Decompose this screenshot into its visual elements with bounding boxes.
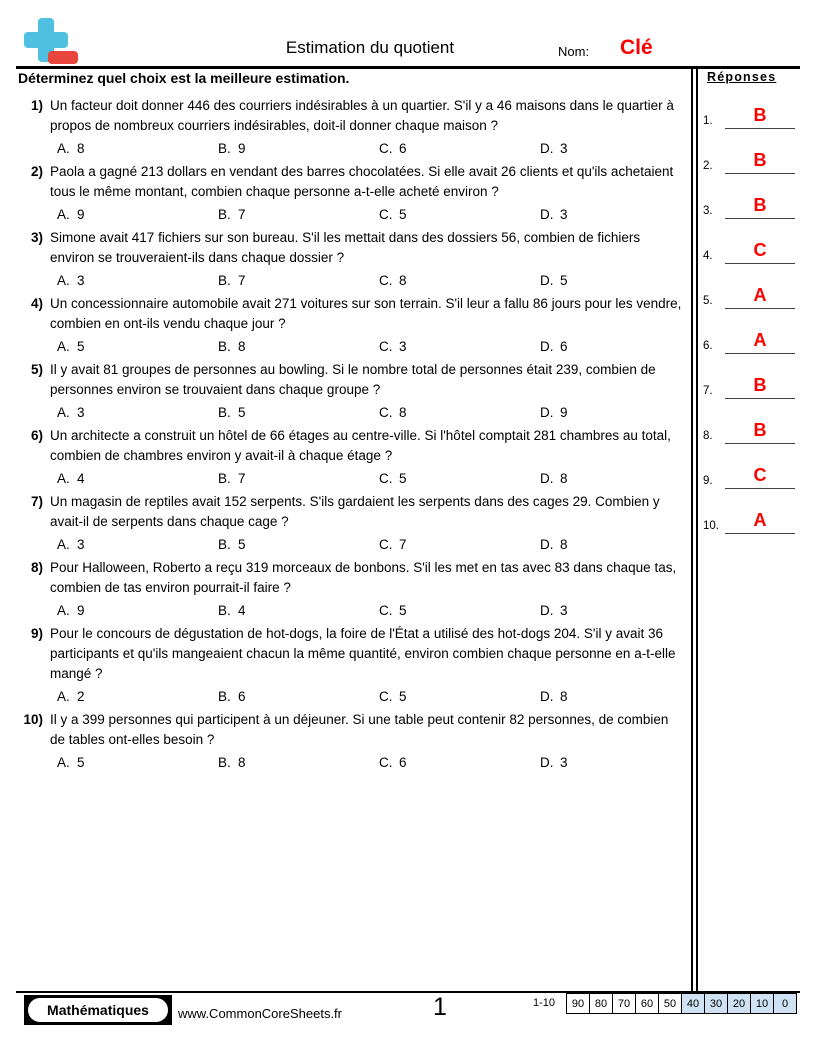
choices-row [57, 205, 686, 225]
choice-letter: B. [218, 141, 231, 156]
question-item [18, 710, 686, 773]
choice-value: 8 [399, 273, 407, 288]
answer-blank-line[interactable] [725, 104, 795, 129]
answer-blank-line[interactable] [725, 194, 795, 219]
answer-choice[interactable] [57, 403, 218, 423]
answer-choice[interactable] [379, 205, 540, 225]
question-body [18, 294, 686, 334]
choice-value: 5 [399, 689, 407, 704]
choice-value: 8 [560, 471, 568, 486]
scale-cell: 80 [590, 994, 613, 1013]
choice-value: 2 [77, 689, 85, 704]
plus-horizontal-bar [24, 32, 68, 48]
question-body [18, 228, 686, 268]
answer-choice[interactable] [57, 469, 218, 489]
answers-panel [703, 66, 803, 534]
brand-label: Mathématiques [47, 1002, 149, 1018]
question-text: Pour le concours de dégustation de hot-dogs, la foire de l'État a utilisé des hot-dogs 204. S'il y avait 36 participants et qu'ils mangeaient chacun la même quantité, environ combien chaque personne en a-t-elle mangé ? [50, 626, 676, 681]
question-item [18, 492, 686, 555]
choice-letter: A. [57, 689, 70, 704]
answer-choice[interactable] [218, 337, 379, 357]
questions-list [18, 96, 686, 776]
answer-row-number: 10. [703, 520, 719, 532]
choice-value: 8 [560, 689, 568, 704]
answer-row [703, 174, 803, 219]
site-url: www.CommonCoreSheets.fr [178, 1006, 342, 1021]
choice-letter: A. [57, 405, 70, 420]
answer-choice[interactable] [379, 535, 540, 555]
scale-cell: 20 [728, 994, 751, 1013]
answer-blank-line[interactable] [725, 464, 795, 489]
question-text: Paola a gagné 213 dollars en vendant des barres chocolatées. Si elle avait 26 clients et qu'ils achetaient tous le même montant, combien chaque personne a-t-elle acheté environ ? [50, 164, 674, 199]
choice-letter: A. [57, 537, 70, 552]
answer-row-number: 9. [703, 475, 713, 487]
question-body [18, 96, 686, 136]
choice-letter: D. [540, 207, 554, 222]
choice-letter: D. [540, 339, 554, 354]
choices-row [57, 271, 686, 291]
choice-letter: B. [218, 207, 231, 222]
scale-cell: 30 [705, 994, 728, 1013]
choice-letter: A. [57, 339, 70, 354]
choice-value: 9 [77, 207, 85, 222]
answer-choice[interactable] [540, 403, 701, 423]
answer-choice[interactable] [540, 687, 701, 707]
choice-letter: D. [540, 471, 554, 486]
question-number: 2) [30, 164, 43, 179]
choice-value: 7 [238, 273, 246, 288]
answer-row [703, 219, 803, 264]
choice-letter: B. [218, 603, 231, 618]
choice-value: 8 [238, 339, 246, 354]
answer-choice[interactable] [218, 469, 379, 489]
choice-value: 7 [238, 471, 246, 486]
answer-row-number: 1. [703, 115, 713, 127]
answer-choice[interactable] [379, 139, 540, 159]
answer-blank-line[interactable] [725, 239, 795, 264]
answer-row-number: 2. [703, 160, 713, 172]
answer-choice[interactable] [57, 687, 218, 707]
choice-value: 6 [399, 755, 407, 770]
choice-letter: B. [218, 537, 231, 552]
answer-choice[interactable] [57, 139, 218, 159]
question-number: 6) [30, 428, 43, 443]
answer-value: A [753, 330, 767, 350]
answer-value: A [753, 510, 767, 530]
choice-value: 3 [560, 207, 568, 222]
choice-value: 5 [238, 537, 246, 552]
question-text: Un facteur doit donner 446 des courriers indésirables à un quartier. S'il y a 46 maisons dans le quartier à propos de nombreux courriers indésirables, doit-il donner chaque maison ? [50, 98, 674, 133]
choice-letter: D. [540, 273, 554, 288]
choice-letter: C. [379, 603, 393, 618]
choice-letter: A. [57, 603, 70, 618]
question-item [18, 624, 686, 707]
choice-value: 8 [560, 537, 568, 552]
choice-value: 3 [77, 273, 85, 288]
name-label: Nom: [558, 44, 590, 59]
answer-value: B [753, 420, 767, 440]
instruction-text: Déterminez quel choix est la meilleure estimation. [18, 70, 350, 86]
choice-letter: D. [540, 537, 554, 552]
question-number: 1) [30, 98, 43, 113]
answer-row [703, 84, 803, 129]
answer-choice[interactable] [379, 687, 540, 707]
brand-badge [24, 995, 172, 1025]
answer-choice[interactable] [218, 687, 379, 707]
answer-choice[interactable] [218, 403, 379, 423]
answer-row-number: 5. [703, 295, 713, 307]
answer-blank-line[interactable] [725, 509, 795, 534]
answer-blank-line[interactable] [725, 149, 795, 174]
answer-choice[interactable] [218, 753, 379, 773]
choice-value: 3 [77, 537, 85, 552]
choice-letter: A. [57, 273, 70, 288]
choice-value: 6 [238, 689, 246, 704]
answer-choice[interactable] [379, 337, 540, 357]
answer-choice[interactable] [218, 535, 379, 555]
choice-letter: C. [379, 405, 393, 420]
choice-letter: A. [57, 141, 70, 156]
answer-choice[interactable] [379, 601, 540, 621]
answer-choice[interactable] [379, 403, 540, 423]
scale-cell: 50 [659, 994, 682, 1013]
name-value: Clé [620, 36, 653, 59]
page-number: 1 [433, 993, 447, 1021]
plus-minus-icon [16, 18, 88, 68]
choice-value: 5 [238, 405, 246, 420]
question-text: Il y avait 81 groupes de personnes au bowling. Si le nombre total de personnes était 239, combien de personnes environ se trouvaient dans chaque groupe ? [50, 362, 656, 397]
scale-cell: 90 [567, 994, 590, 1013]
question-number: 4) [30, 296, 43, 311]
choice-letter: D. [540, 755, 554, 770]
choice-letter: C. [379, 207, 393, 222]
choice-value: 7 [238, 207, 246, 222]
choice-letter: D. [540, 405, 554, 420]
choice-value: 3 [560, 755, 568, 770]
choice-letter: B. [218, 471, 231, 486]
answer-choice[interactable] [218, 139, 379, 159]
answers-rows [703, 84, 803, 534]
answer-row-number: 6. [703, 340, 713, 352]
score-scale [566, 993, 797, 1014]
choice-letter: B. [218, 273, 231, 288]
choice-value: 8 [399, 405, 407, 420]
answer-value: B [753, 150, 767, 170]
question-text: Il y a 399 personnes qui participent à un déjeuner. Si une table peut contenir 82 personnes, de combien de tables ont-elles besoin ? [50, 712, 669, 747]
choice-value: 9 [560, 405, 568, 420]
choice-letter: B. [218, 405, 231, 420]
answer-blank-line[interactable] [725, 419, 795, 444]
answer-choice[interactable] [540, 535, 701, 555]
answer-choice[interactable] [218, 271, 379, 291]
answer-choice[interactable] [540, 601, 701, 621]
answer-choice[interactable] [540, 469, 701, 489]
choice-letter: C. [379, 141, 393, 156]
question-item [18, 294, 686, 357]
question-number: 5) [30, 362, 43, 377]
choice-value: 3 [77, 405, 85, 420]
scale-cell: 0 [774, 994, 796, 1013]
choice-letter: A. [57, 207, 70, 222]
question-text: Un magasin de reptiles avait 152 serpents. S'ils gardaient les serpents dans des cages 29. Combien y avait-il de serpents dans chaque cage ? [50, 494, 660, 529]
choices-row [57, 403, 686, 423]
brand-pill [28, 998, 168, 1022]
choice-value: 5 [399, 207, 407, 222]
answer-choice[interactable] [379, 271, 540, 291]
choice-value: 4 [238, 603, 246, 618]
answer-value: C [753, 465, 767, 485]
answer-value: B [753, 375, 767, 395]
answer-blank-line[interactable] [725, 374, 795, 399]
question-body [18, 558, 686, 598]
question-item [18, 360, 686, 423]
question-number: 3) [30, 230, 43, 245]
question-body [18, 710, 686, 750]
answer-value: A [753, 285, 767, 305]
choice-letter: D. [540, 141, 554, 156]
answer-row [703, 309, 803, 354]
question-number: 10) [23, 712, 43, 727]
answer-blank-line[interactable] [725, 284, 795, 309]
question-item [18, 228, 686, 291]
choices-row [57, 687, 686, 707]
question-item [18, 426, 686, 489]
choices-row [57, 601, 686, 621]
answer-blank-line[interactable] [725, 329, 795, 354]
choice-letter: B. [218, 755, 231, 770]
choice-value: 7 [399, 537, 407, 552]
answer-value: B [753, 105, 767, 125]
choice-letter: C. [379, 537, 393, 552]
answer-row [703, 489, 803, 534]
choice-value: 6 [560, 339, 568, 354]
page-footer [0, 993, 816, 1056]
choice-value: 8 [238, 755, 246, 770]
choice-letter: D. [540, 603, 554, 618]
answer-choice[interactable] [57, 601, 218, 621]
answer-choice[interactable] [379, 753, 540, 773]
question-body [18, 162, 686, 202]
answer-choice[interactable] [57, 753, 218, 773]
page-header [0, 0, 816, 68]
choice-value: 8 [77, 141, 85, 156]
minus-bar [48, 51, 78, 64]
scale-cell: 70 [613, 994, 636, 1013]
question-number: 7) [30, 494, 43, 509]
choices-row [57, 337, 686, 357]
answer-choice[interactable] [540, 337, 701, 357]
choice-letter: A. [57, 755, 70, 770]
answer-value: B [753, 195, 767, 215]
question-item [18, 96, 686, 159]
answer-row-number: 8. [703, 430, 713, 442]
answer-row [703, 129, 803, 174]
question-body [18, 492, 686, 532]
header-divider [16, 66, 800, 69]
answer-choice[interactable] [57, 535, 218, 555]
choices-row [57, 535, 686, 555]
choice-letter: D. [540, 689, 554, 704]
choice-letter: B. [218, 339, 231, 354]
choice-value: 9 [238, 141, 246, 156]
scale-cell: 60 [636, 994, 659, 1013]
choice-letter: C. [379, 273, 393, 288]
choice-value: 5 [399, 603, 407, 618]
answer-row-number: 4. [703, 250, 713, 262]
choices-row [57, 753, 686, 773]
choice-value: 5 [399, 471, 407, 486]
choice-value: 4 [77, 471, 85, 486]
answers-title: Réponses [707, 70, 777, 84]
question-text: Un architecte a construit un hôtel de 66 étages au centre-ville. Si l'hôtel comptait 281 chambres au total, combien de chambres environ y avait-il à chaque étage ? [50, 428, 671, 463]
page-title: Estimation du quotient [285, 38, 455, 57]
answer-choice[interactable] [57, 205, 218, 225]
answer-value: C [753, 240, 767, 260]
answer-row-number: 7. [703, 385, 713, 397]
answer-choice[interactable] [540, 753, 701, 773]
choice-letter: C. [379, 689, 393, 704]
answer-choice[interactable] [218, 205, 379, 225]
choice-letter: C. [379, 471, 393, 486]
question-text: Un concessionnaire automobile avait 271 voitures sur son terrain. S'il leur a fallu 86 jours pour les vendre, combien en ont-ils vendu chaque jour ? [50, 296, 682, 331]
choices-row [57, 139, 686, 159]
answer-row [703, 399, 803, 444]
question-number: 8) [30, 560, 43, 575]
answer-choice[interactable] [379, 469, 540, 489]
choice-letter: C. [379, 339, 393, 354]
answer-choice[interactable] [540, 205, 701, 225]
question-body [18, 426, 686, 466]
scale-cell: 10 [751, 994, 774, 1013]
answer-choice[interactable] [540, 139, 701, 159]
answer-choice[interactable] [540, 271, 701, 291]
answer-row-number: 3. [703, 205, 713, 217]
choice-value: 3 [560, 603, 568, 618]
scale-cell: 40 [682, 994, 705, 1013]
question-body [18, 624, 686, 684]
question-body [18, 360, 686, 400]
question-text: Simone avait 417 fichiers sur son bureau. S'il les mettait dans des dossiers 56, combien de fichiers environ se trouveraient-ils dans chaque dossier ? [50, 230, 641, 265]
question-text: Pour Halloween, Roberto a reçu 319 morceaux de bonbons. S'il les met en tas avec 83 dans chaque tas, combien de tas environ pourrait-il faire ? [50, 560, 677, 595]
question-number: 9) [30, 626, 43, 641]
choice-letter: A. [57, 471, 70, 486]
answer-choice[interactable] [57, 337, 218, 357]
choice-value: 5 [560, 273, 568, 288]
question-item [18, 558, 686, 621]
choice-letter: C. [379, 755, 393, 770]
answer-row [703, 354, 803, 399]
choice-value: 3 [399, 339, 407, 354]
choice-letter: B. [218, 689, 231, 704]
choices-row [57, 469, 686, 489]
choice-value: 5 [77, 755, 85, 770]
choice-value: 6 [399, 141, 407, 156]
question-item [18, 162, 686, 225]
choice-value: 5 [77, 339, 85, 354]
choice-value: 3 [560, 141, 568, 156]
answer-choice[interactable] [57, 271, 218, 291]
choice-value: 9 [77, 603, 85, 618]
answer-row [703, 444, 803, 489]
scale-range-label: 1-10 [533, 997, 556, 1009]
answer-choice[interactable] [218, 601, 379, 621]
answer-row [703, 264, 803, 309]
